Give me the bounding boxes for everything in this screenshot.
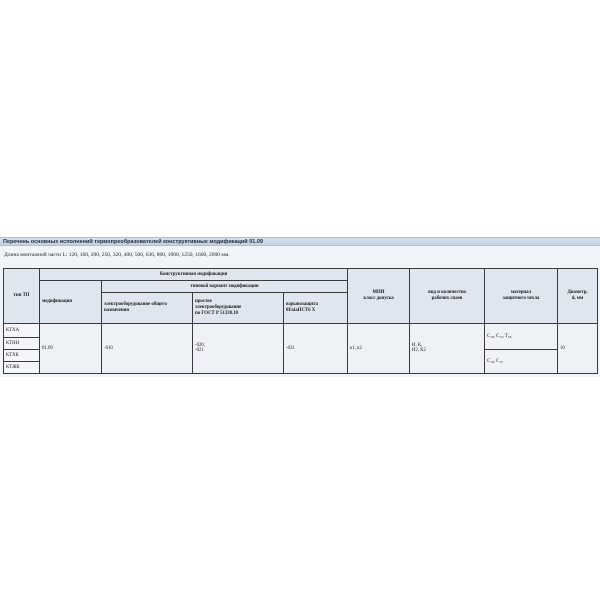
general-purpose-cell: -010 — [102, 323, 193, 373]
header-simple-equipment — [193, 293, 284, 324]
header-simple-line2: электрооборудование — [195, 305, 242, 311]
material-cell-2 — [485, 349, 558, 373]
header-simple-line1: простое — [195, 299, 212, 305]
material-sep-1: , С — [493, 333, 500, 339]
header-explosion-line2: 0ExiaIICT6 X — [286, 307, 316, 313]
header-diameter — [558, 269, 598, 324]
simple-equipment-cell — [193, 323, 284, 373]
explosion-protection-cell: -031 — [284, 323, 348, 373]
header-type-tp: тип ТП — [4, 269, 40, 324]
header-modification: модификация — [40, 281, 102, 324]
material-sub-10a: 10 — [490, 334, 494, 339]
title-bar — [0, 237, 600, 246]
material-c1: С — [487, 333, 491, 339]
junctions-cell — [410, 323, 485, 373]
spec-panel — [0, 237, 600, 377]
header-diameter-line1: Диаметр, — [567, 290, 588, 296]
type-cell: КТНН — [4, 337, 40, 349]
junction-value-1: И, К, — [412, 342, 423, 348]
diameter-cell: 10 — [558, 323, 598, 373]
junction-value-2: И2, К2 — [412, 348, 426, 354]
header-junctions — [410, 269, 485, 324]
modification-cell: 01.09 — [40, 323, 102, 373]
simple-value-2: -021 — [195, 348, 204, 354]
type-cell: КТЖК — [4, 361, 40, 373]
material-sep-2: , Т — [502, 333, 508, 339]
header-diameter-line2: d, мм — [571, 295, 584, 301]
header-mpi-line1: МПИ — [372, 290, 385, 296]
mpi-cell: к1, к2 — [348, 323, 410, 373]
mounting-length-line: Длина монтажной части L: 120, 160, 200, 250, 320, 400, 500, 630, 800, 1000, 1250, 1600, 2000 мм. — [4, 252, 230, 258]
header-material-line1: материал — [510, 290, 532, 296]
header-general-purpose: электрооборудование общего назначения — [102, 293, 193, 324]
header-junctions-line2: рабочих спаев — [431, 295, 463, 301]
material-sep-3: , С — [493, 358, 500, 364]
type-cell: КТХК — [4, 349, 40, 361]
material-cell-1 — [485, 323, 558, 349]
header-junctions-line1: вид и количество — [428, 290, 466, 296]
header-mpi-line2: класс допуска — [363, 295, 394, 301]
header-typical-variant: типовой вариант модификации — [102, 281, 348, 293]
header-material — [485, 269, 558, 324]
spec-table — [3, 268, 598, 374]
material-sub-13a: 13 — [499, 334, 503, 339]
type-cell: КТХА — [4, 323, 40, 337]
header-explosion-line1: взрывозащита — [286, 302, 318, 308]
header-constructive-modification: Конструктивная модификация — [40, 269, 348, 281]
material-sub-13b: 13 — [499, 359, 503, 364]
panel-title: Перечень основных исполнений термопреобразователей конструктивных модификаций 01.09 — [3, 239, 263, 245]
header-material-line2: защитного чехла — [502, 295, 540, 301]
material-sub-10b: 10 — [490, 359, 494, 364]
material-sub-18: 18 — [507, 334, 512, 339]
header-simple-line3: по ГОСТ Р 51330.10 — [195, 310, 239, 316]
simple-value-1: -020, — [195, 342, 205, 348]
material-c2: С — [487, 358, 491, 364]
header-mpi — [348, 269, 410, 324]
header-explosion-protection — [284, 293, 348, 324]
